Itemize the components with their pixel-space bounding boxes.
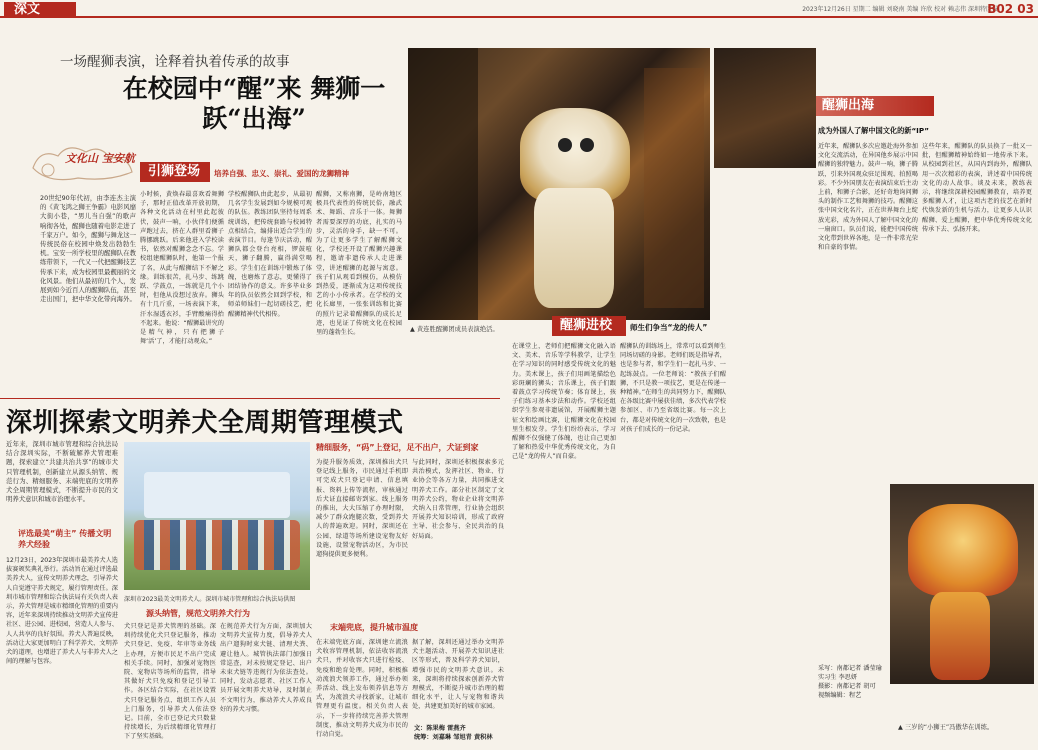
story2-column-3: 在规范养犬行为方面，深圳加大文明养犬宣传力度，倡导养犬人出户遛狗时束犬链、清理犬粪、避让他人。城管执法部门加强日常巡查，对未按规定登记、出户未束犬链等违规行为依法查处。同时，发动志愿者、社区工作人员开展文明养犬劝导，及时制止不文明行为，推动养犬人养成良好的养犬习惯。 [220, 623, 312, 713]
story1-column-1: 小时候，黄焕春最喜欢看舞狮子，那时正值改革开放初期，各种文化活动在村里此起彼伏，鼓声一响，小伙伴们便循声跑过去，挤在人群里看狮子腾挪跳跃。后来他进入学校读书，依然对醒狮念念不忘。学校组建醒狮队时，他第一个报了名，从此与醒狮结下不解之缘。训练很苦，扎马步、练跳跃、学鼓点，一练就是几个小时，但他从没想过放弃。狮头有十几斤重，一场表演下来，汗水湿透衣衫，手臂酸痛得抬不起来。他说：“醒狮最讲究的是精气神，只有把狮子舞‘活’了，才能打动观众。” [140, 191, 224, 346]
story1-column-2: 学校醒狮队由此起步，从最初几名学生发展到如今规模可观的队伍。教练团队坚持每周系统训练，把传统套路与校园特点相结合，编排出适合学生的表演节目。每逢节庆活动，醒狮队都会登台亮相，锣鼓喧天，狮子翻腾，赢得满堂喝彩。学生们在训练中锻炼了体魄，也磨炼了意志，更懂得了团结协作的意义。许多毕业多年的队员依然会回到学校，和师弟师妹们一起切磋技艺，把醒狮精神代代相传。 [228, 191, 312, 318]
section-subtitle-jinxiao: 师生们争当“龙的传人” [630, 323, 708, 332]
story1-column-6: 近年来，醒狮队多次应邀赴海外参加文化交流活动，在异国他乡展示中国醒狮的独特魅力。鼓声一响，狮子腾跃，引来外国观众驻足围观、拍照喝彩。不少外国朋友在表演结束后主动上前，和狮子合影，还好奇地询问狮头的制作工艺和舞狮的技巧。醒狮这张中国文化名片，正在世界舞台上绽放光彩，成为外国人了解中国文化的一扇窗口。队员们说，能把中国传统文化带到世界各地，是一件非常光荣和自豪的事情。 [818, 143, 918, 252]
story2-column-6: 在末端兜底方面，深圳建立流浪犬收容管理机制，依法收容流浪犬只，并对收容犬只进行检疫、免疫和绝育处理。同时，积极推动流浪犬领养工作，通过举办领养活动、线上发布领养信息等方式，为流浪犬寻找新家，让城市管理更有温度。相关负责人表示，下一步将持续完善养犬管理制度，推动文明养犬成为市民的行动自觉。 [316, 639, 408, 739]
story1-column-5b [730, 372, 826, 746]
header-info: 2023年12月26日 星期二 编辑 刘晓南 美编 许欣 校对 赖志伟 深圳特区报 [802, 6, 998, 13]
section-subtitle-yinshi: 培养自强、忠义、崇礼、爱国的龙狮精神 [214, 169, 349, 178]
story1-column-7: 这些年来，醒狮队的队员换了一批又一批，但醒狮精神始终如一地传承下来。从校园到社区，从国内到海外，醒狮队用一次次精彩的表演，讲述着中国传统文化的动人故事。谈及未来，教练表示，将继续深耕校园醒狮教育，培养更多醒狮人才，让这项古老的技艺在新时代焕发新的生机与活力，让更多人认识醒狮、爱上醒狮，把中华优秀传统文化传承下去、弘扬开来。 [922, 143, 1032, 233]
section-title-yinshi: 引狮登场 [140, 162, 210, 182]
story1-column-5: 醒狮队的训练场上，常常可以看到师生同场切磋的身影。老师们既是指导者，也是参与者，和学生们一起扎马步、一起练鼓点。一位老师说：“教孩子们醒狮，不只是教一项技艺，更是在传递一种精神。”在师生的共同努力下，醒狮队在各级比赛中屡获佳绩，多次代表学校参加区、市乃至省级比赛。每一次上台，都是对传统文化的一次致敬，也是对孩子们成长的一份记录。 [620, 343, 726, 433]
story1-kicker: 一场醒狮表演，诠释着执着传承的故事 [60, 54, 290, 70]
story2-column-5: 与此同时，深圳还积极探索多元共治模式，发挥社区、物业、行业协会等各方力量，共同推进文明养犬工作。部分社区制定了文明养犬公约，物业企业将文明养犬纳入日常管理，行业协会组织开展养犬知识培训，形成了政府主导、社会参与、全民共治的良好局面。 [412, 459, 504, 540]
story2-column-2: 犬只登记是养犬管理的基础。深圳持续优化犬只登记服务，推动犬只登记、免疫、年审等业务线上办理，方便市民足不出户完成相关手续。同时，加强对宠物医院、宠物店等场所的监管，指导其做好犬只免疫和登记引导工作。各区结合实际，在社区设置犬只登记服务点，组织工作人员上门服务，引导养犬人依法登记。目前，全市已登记犬只数量持续增长，为后续精细化管理打下了坚实基础。 [124, 623, 216, 741]
section-subtitle-chuhai: 成为外国人了解中国文化的新“IP” [818, 126, 929, 135]
story2-subhead-2: 源头纳管，规范文明养犬行为 [146, 609, 250, 618]
story2-headline: 深圳探索文明养犬全周期管理模式 [6, 408, 404, 438]
story1-headline: 在校园中“醒”来 舞狮一跃“出海” [122, 74, 386, 133]
section-title-chuhai: 醒狮出海 [814, 96, 934, 116]
story2-credit: 文：陈果梅 雷燕齐 统筹：刘嘉琳 邹旭青 黄积林 [414, 725, 493, 741]
story1-intro: 20世纪90年代初，由李连杰主演的《黄飞鸿之狮王争霸》电影风靡大街小巷，“男儿当自强”的歌声响彻各处，醒狮也随着电影走进了千家万户。如今，醒狮与舞龙这一传统民俗在校园中焕发出勃勃生机。宝安一所学校里的醒狮队在教练带领下，一代又一代把醒狮技艺传承下来，成为校园里最靓丽的文化风景。他们从最初的几个人，发展到如今近百人的醒狮队伍，甚至走出国门，把中华文化带向海外。 [40, 194, 136, 304]
dog-photo-caption: 深圳市2023最美文明养犬人。深圳市城市管理和综合执法局供图 [124, 596, 296, 603]
story2-column-7: 据了解，深圳还通过举办文明养犬主题活动、开展养犬知识进社区等形式，普及科学养犬知识，增强市民的文明养犬意识。未来，深圳将持续探索创新养犬管理模式，不断提升城市治理的精细化水平，让人与宠物和谐共处，共建更加美好的城市家园。 [412, 639, 504, 711]
lion-dance-photo [408, 48, 710, 320]
story2-lead: 近年来，深圳市城市管理和综合执法局结合深圳实际，不断破解养犬管理难题，探索建立“共建共治共享”的城市犬只管理机制，创新建立从源头纳管、规范行为、精细服务、末端兜底的文明养犬全周期管理模式，不断提升市民的文明养犬意识和城市治理水平。 [6, 440, 118, 504]
lion-photo-caption: ▲ 黄连胜醒狮团成员表演绝活。 [410, 326, 499, 333]
side-photo [714, 48, 816, 168]
story2-subhead-4: 末端兜底，提升城市温度 [330, 623, 418, 632]
story2-column-1: 12月23日，2023年深圳市最美养犬人选拔赛颁奖典礼举行。活动旨在通过评选最美养犬人，宣传文明养犬理念，引导养犬人自觉遵守养犬规定，履行管理责任。深圳市城市管理和综合执法局有关负责人表示，养犬管理是城市精细化管理的重要内容，近年来深圳持续推动文明养犬宣传进社区、进公园、进校园，营造人人参与、人人共享的良好氛围。养犬人普遍反映，活动让大家更加明白了科学养犬、文明养犬的道理，也增进了养犬人与非养犬人之间的理解与包容。 [6, 557, 118, 666]
story2-subhead-1: 评选最美“萌主” 传播文明养犬经验 [18, 529, 112, 549]
section-tag: 深文 [4, 2, 76, 18]
dog-event-photo [124, 442, 310, 590]
column-logo: 文化山 宝安航 [65, 152, 135, 165]
page-number: B02 03 [987, 2, 1034, 16]
child-lion-photo [890, 484, 1034, 684]
story1-column-4: 在课堂上，老师们把醒狮文化融入语文、美术、音乐等学科教学，让学生在学习知识的同时感受传统文化的魅力。美术课上，孩子们用画笔描绘色彩斑斓的狮头；音乐课上，孩子们跟着鼓点学习传统节奏；体育课上，孩子们练习基本步法和动作。学校还组织学生参观非遗展馆，开展醒狮主题征文和绘画比赛，让醒狮文化在校园里生根发芽。学生们纷纷表示，学习醒狮不仅强健了体魄，也让自己更加了解和热爱中华优秀传统文化，为自己是“龙的传人”而自豪。 [512, 343, 616, 461]
section-title-jinxiao: 醒狮进校 [552, 316, 626, 336]
divider [0, 398, 500, 399]
story1-column-3: 醒狮，又称南狮，是岭南地区极具代表性的传统民俗，融武术、舞蹈、音乐于一体。舞狮者需要深厚的功底，扎实的马步，灵活的身手，缺一不可。为了让更多学生了解醒狮文化，学校还开设了醒狮兴趣课程，邀请非遗传承人走进课堂，讲述醒狮的起源与寓意。孩子们从观看到模仿，从模仿到热爱，逐渐成为这项传统技艺的小小传承者。在学校的文化长廊里，一张张训练和比赛的照片记录着醒狮队的成长足迹，也见证了传统文化在校园里的蓬勃生长。 [316, 191, 402, 337]
story1-credit: 采写：南都记者 潘莹瑜 实习生 李思妍 摄影：南都记者 胡可 视频编辑：程艺 [818, 665, 882, 699]
child-photo-caption: ▲ 三岁的“小狮王”冯傲华在训练。 [898, 724, 994, 731]
story2-column-4: 为提升服务质效，深圳推出犬只登记线上服务，市民通过手机即可完成犬只登记申请、信息填报、资料上传等流程，审核通过后犬证直接邮寄到家。线上服务的推出，大大压缩了办理时限，减少了群众跑腿次数，受到养犬人的普遍欢迎。同时，深圳还在公园、绿道等场所建设宠物友好设施，设置宠物活动区，为市民遛狗提供更多便利。 [316, 459, 408, 559]
story2-subhead-3: 精细服务，“码”上登记，足不出户，犬证到家 [316, 443, 479, 452]
